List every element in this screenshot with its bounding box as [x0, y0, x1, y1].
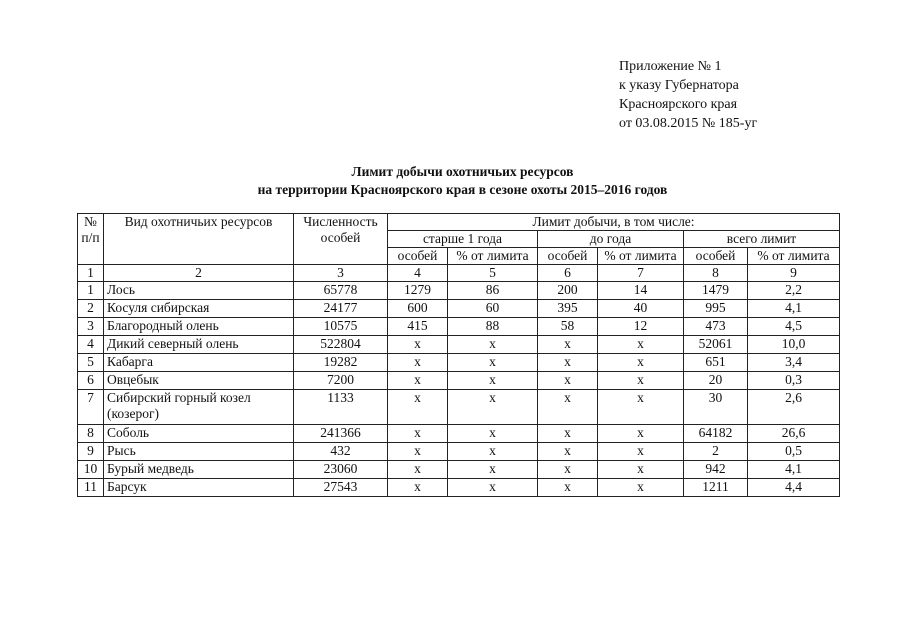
species-name: Косуля сибирская: [104, 300, 294, 318]
col-number: 4: [388, 265, 448, 282]
header-total-individuals: особей: [684, 248, 748, 265]
population-value: 432: [294, 443, 388, 461]
col-number: 5: [448, 265, 538, 282]
total-percent: 4,1: [748, 300, 840, 318]
total-individuals: 64182: [684, 425, 748, 443]
header-young-individuals: особей: [538, 248, 598, 265]
older-percent: 60: [448, 300, 538, 318]
total-individuals: 995: [684, 300, 748, 318]
total-individuals: 1479: [684, 282, 748, 300]
col-number: 3: [294, 265, 388, 282]
annex-block: [619, 57, 757, 133]
row-number: 4: [78, 336, 104, 354]
header-total: всего лимит: [684, 231, 840, 248]
older-percent: x: [448, 461, 538, 479]
total-percent: 4,1: [748, 461, 840, 479]
older-individuals: x: [388, 479, 448, 497]
population-value: 23060: [294, 461, 388, 479]
total-percent: 2,6: [748, 390, 840, 425]
species-name: Овцебык: [104, 372, 294, 390]
older-individuals: x: [388, 425, 448, 443]
total-percent: 0,5: [748, 443, 840, 461]
document-title-line-1: Лимит добычи охотничьих ресурсов: [351, 164, 574, 179]
col-number: 8: [684, 265, 748, 282]
total-percent: 2,2: [748, 282, 840, 300]
young-individuals: x: [538, 425, 598, 443]
population-value: 241366: [294, 425, 388, 443]
header-limit-group: Лимит добычи, в том числе:: [388, 214, 840, 231]
row-number: 7: [78, 390, 104, 425]
row-number: 10: [78, 461, 104, 479]
young-percent: x: [598, 443, 684, 461]
row-number: 6: [78, 372, 104, 390]
row-number: 9: [78, 443, 104, 461]
header-young: до года: [538, 231, 684, 248]
table-row: [78, 461, 840, 479]
header-young-percent: % от лимита: [598, 248, 684, 265]
table-row: [78, 425, 840, 443]
older-percent: 88: [448, 318, 538, 336]
young-percent: x: [598, 461, 684, 479]
older-individuals: x: [388, 354, 448, 372]
total-percent: 10,0: [748, 336, 840, 354]
row-number: 5: [78, 354, 104, 372]
total-percent: 4,4: [748, 479, 840, 497]
table-row: [78, 300, 840, 318]
species-name: Кабарга: [104, 354, 294, 372]
older-percent: x: [448, 390, 538, 425]
table-row: [78, 318, 840, 336]
population-value: 27543: [294, 479, 388, 497]
row-number: 2: [78, 300, 104, 318]
annex-line-2: к указу Губернатора: [619, 78, 739, 93]
older-percent: x: [448, 336, 538, 354]
older-individuals: x: [388, 390, 448, 425]
col-number: 1: [78, 265, 104, 282]
total-percent: 4,5: [748, 318, 840, 336]
young-individuals: x: [538, 372, 598, 390]
older-percent: x: [448, 479, 538, 497]
annex-line-4: от 03.08.2015 № 185-уг: [619, 116, 758, 131]
row-number: 11: [78, 479, 104, 497]
population-value: 10575: [294, 318, 388, 336]
species-name: Лось: [104, 282, 294, 300]
young-individuals: 200: [538, 282, 598, 300]
species-name: Соболь: [104, 425, 294, 443]
young-percent: x: [598, 372, 684, 390]
total-percent: 3,4: [748, 354, 840, 372]
young-percent: x: [598, 354, 684, 372]
row-number: 3: [78, 318, 104, 336]
young-percent: x: [598, 390, 684, 425]
table-row: [78, 372, 840, 390]
young-percent: x: [598, 479, 684, 497]
young-percent: 40: [598, 300, 684, 318]
table-row: [78, 354, 840, 372]
young-individuals: x: [538, 354, 598, 372]
header-older-individuals: особей: [388, 248, 448, 265]
annex-line-3: Красноярского края: [619, 97, 738, 112]
population-value: 24177: [294, 300, 388, 318]
total-individuals: 2: [684, 443, 748, 461]
total-individuals: 1211: [684, 479, 748, 497]
col-number: 7: [598, 265, 684, 282]
older-individuals: 1279: [388, 282, 448, 300]
species-name: Сибирский горный козел (козерог): [104, 390, 294, 425]
header-total-percent: % от лимита: [748, 248, 840, 265]
young-individuals: x: [538, 390, 598, 425]
older-percent: 86: [448, 282, 538, 300]
row-number: 8: [78, 425, 104, 443]
table-row: [78, 390, 840, 425]
older-percent: x: [448, 425, 538, 443]
table-row: [78, 443, 840, 461]
header-species: Вид охотничьих ресурсов: [104, 214, 294, 265]
young-individuals: 395: [538, 300, 598, 318]
young-individuals: 58: [538, 318, 598, 336]
total-individuals: 942: [684, 461, 748, 479]
table-row: [78, 479, 840, 497]
species-name: Бурый медведь: [104, 461, 294, 479]
total-individuals: 473: [684, 318, 748, 336]
older-individuals: 600: [388, 300, 448, 318]
young-individuals: x: [538, 461, 598, 479]
row-number: 1: [78, 282, 104, 300]
limits-table: [77, 213, 840, 497]
population-value: 7200: [294, 372, 388, 390]
population-value: 65778: [294, 282, 388, 300]
older-percent: x: [448, 372, 538, 390]
young-individuals: x: [538, 336, 598, 354]
young-percent: x: [598, 336, 684, 354]
col-number: 2: [104, 265, 294, 282]
header-num: № п/п: [78, 214, 104, 265]
older-individuals: 415: [388, 318, 448, 336]
total-individuals: 20: [684, 372, 748, 390]
species-name: Барсук: [104, 479, 294, 497]
population-value: 522804: [294, 336, 388, 354]
older-individuals: x: [388, 372, 448, 390]
table-row: [78, 282, 840, 300]
species-name: Благородный олень: [104, 318, 294, 336]
total-individuals: 30: [684, 390, 748, 425]
older-percent: x: [448, 443, 538, 461]
population-value: 19282: [294, 354, 388, 372]
total-individuals: 52061: [684, 336, 748, 354]
header-older-percent: % от лимита: [448, 248, 538, 265]
older-individuals: x: [388, 461, 448, 479]
older-percent: x: [448, 354, 538, 372]
older-individuals: x: [388, 443, 448, 461]
col-number: 9: [748, 265, 840, 282]
species-name: Дикий северный олень: [104, 336, 294, 354]
total-percent: 0,3: [748, 372, 840, 390]
young-individuals: x: [538, 479, 598, 497]
young-percent: x: [598, 425, 684, 443]
young-percent: 14: [598, 282, 684, 300]
column-number-row: [78, 265, 840, 282]
total-percent: 26,6: [748, 425, 840, 443]
total-individuals: 651: [684, 354, 748, 372]
annex-line-1: Приложение № 1: [619, 59, 722, 74]
document-title-line-2: на территории Красноярского края в сезоне охоты 2015–2016 годов: [257, 182, 668, 197]
population-value: 1133: [294, 390, 388, 425]
species-name: Рысь: [104, 443, 294, 461]
header-population: Численность особей: [294, 214, 388, 265]
young-percent: 12: [598, 318, 684, 336]
col-number: 6: [538, 265, 598, 282]
header-older: старше 1 года: [388, 231, 538, 248]
older-individuals: x: [388, 336, 448, 354]
young-individuals: x: [538, 443, 598, 461]
table-row: [78, 336, 840, 354]
